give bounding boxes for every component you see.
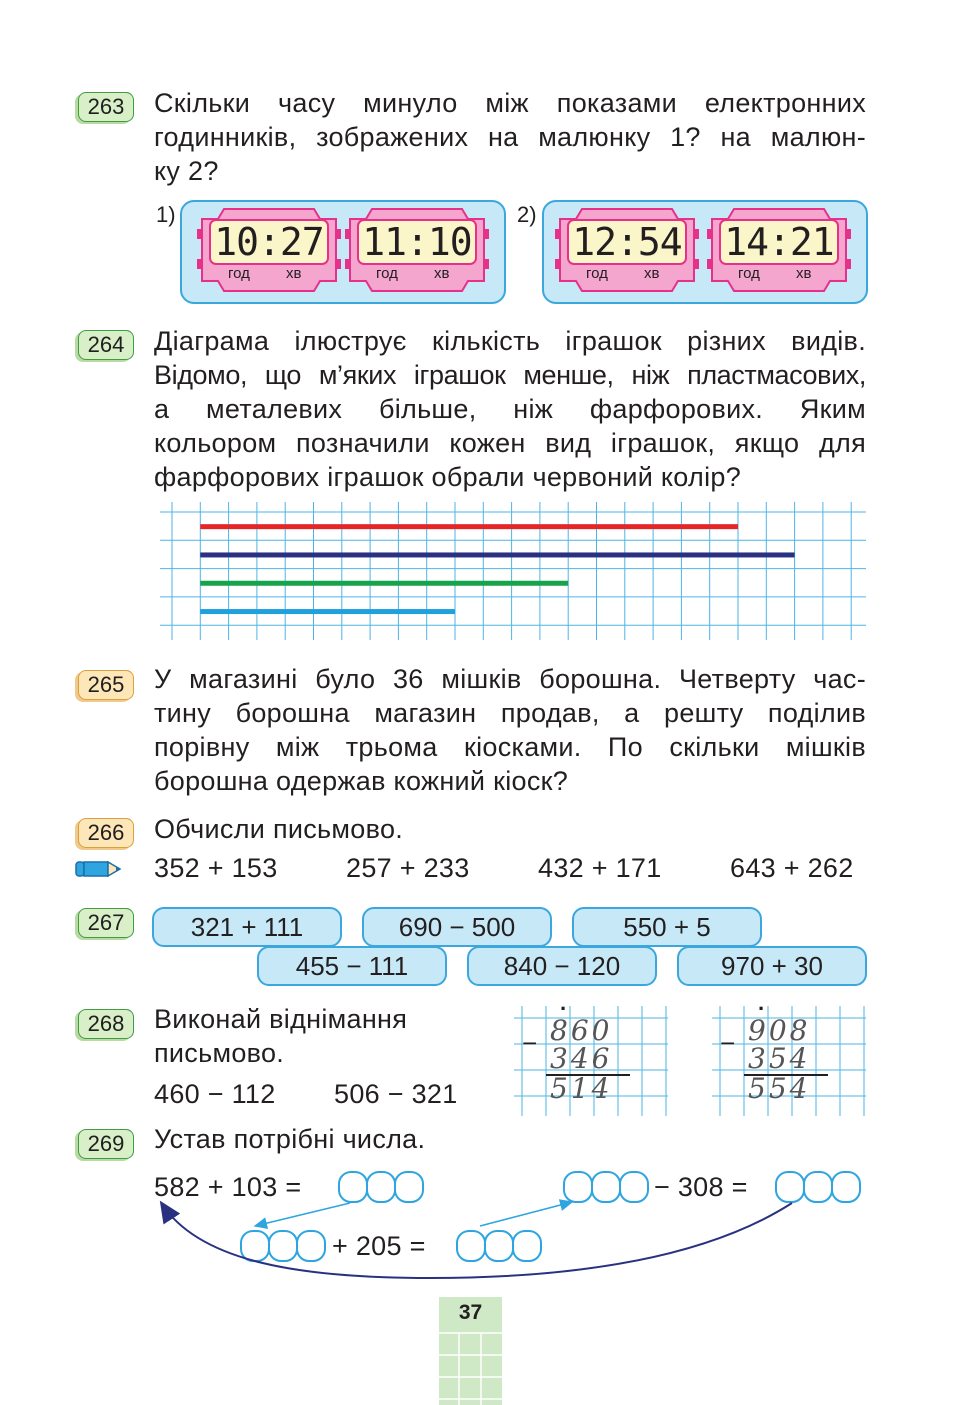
borrow-dot: · xyxy=(560,996,568,1021)
task-265-line-2: тину борошна магазин продав, а решту поділив xyxy=(154,698,866,728)
digit-box[interactable] xyxy=(366,1171,396,1203)
minus-sign: − xyxy=(720,1028,736,1058)
task-263-line-2: годинників, зображених на малюнку 1? на малюн- xyxy=(154,122,866,152)
task-number-267: 267 xyxy=(78,908,134,938)
expression-card: 970 + 30 xyxy=(677,946,867,986)
pencil-icon xyxy=(74,858,122,880)
task-268-line-2: письмово. xyxy=(154,1038,285,1068)
borrow-dot: · xyxy=(758,996,766,1021)
task-number-265: 265 xyxy=(78,670,134,700)
clock-minutes-label: хв xyxy=(644,265,660,282)
task-264-line-1: Діаграма ілюструє кількість іграшок різних видів. xyxy=(154,326,866,356)
column-subtraction-2 xyxy=(704,996,866,1116)
clock-hours-label: год xyxy=(228,265,250,282)
task-265-line-1: У магазині було 36 мішків борошна. Четверту час- xyxy=(154,664,866,694)
page-number-tab xyxy=(439,1297,502,1405)
equation-3-middle: + 205 = xyxy=(332,1231,426,1261)
digit-box[interactable] xyxy=(512,1230,542,1262)
answer-boxes[interactable] xyxy=(338,1171,422,1203)
difference: 514 xyxy=(550,1072,613,1105)
digit-box[interactable] xyxy=(296,1230,326,1262)
chart-bar xyxy=(200,524,738,529)
clock-minutes-label: хв xyxy=(286,265,302,282)
chart-bar xyxy=(200,609,455,614)
arrow xyxy=(255,1203,350,1226)
clock-hours-label: год xyxy=(738,265,760,282)
expression-card: 550 + 5 xyxy=(572,907,762,947)
clock-minutes-label: хв xyxy=(434,265,450,282)
task-263-line-3: ку 2? xyxy=(154,156,219,186)
task-264-line-2: Відомо, що м’яких іграшок менше, ніж пластмасових, xyxy=(154,360,866,390)
answer-boxes[interactable] xyxy=(563,1171,647,1203)
task-264-line-5: фарфорових іграшок обрали червоний колір? xyxy=(154,462,742,492)
expression-card: 840 − 120 xyxy=(467,946,657,986)
equation-2-right: − 308 = xyxy=(654,1172,748,1202)
column-subtraction-1 xyxy=(506,996,668,1116)
answer-boxes[interactable] xyxy=(456,1230,540,1262)
task-268-line-1: Виконай віднімання xyxy=(154,1004,408,1034)
clock-time: 11:10 xyxy=(362,220,472,264)
digit-box[interactable] xyxy=(240,1230,270,1262)
digit-box[interactable] xyxy=(268,1230,298,1262)
digit-box[interactable] xyxy=(394,1171,424,1203)
digit-box[interactable] xyxy=(563,1171,593,1203)
answer-boxes[interactable] xyxy=(240,1230,324,1262)
task-265-line-3: порівну між трьома кіосками. По скільки мішків xyxy=(154,732,866,762)
subtrahend: 354 xyxy=(748,1042,811,1075)
task-264-line-4: кольором позначили кожен вид іграшок, якщо для xyxy=(154,428,866,458)
clock-hours-label: год xyxy=(376,265,398,282)
expression: 352 + 153 xyxy=(154,853,278,883)
task-number-269: 269 xyxy=(78,1129,134,1159)
minuend: 860 xyxy=(550,1014,613,1047)
digit-box[interactable] xyxy=(456,1230,486,1262)
digit-box[interactable] xyxy=(619,1171,649,1203)
task-number-266: 266 xyxy=(78,818,134,848)
clock-hours-label: год xyxy=(586,265,608,282)
digit-box[interactable] xyxy=(338,1171,368,1203)
minus-sign: − xyxy=(522,1028,538,1058)
task-269-title: Устав потрібні числа. xyxy=(154,1124,426,1154)
expression: 432 + 171 xyxy=(538,853,662,883)
clock-time: 10:27 xyxy=(214,220,324,264)
digital-clock xyxy=(196,207,342,293)
digital-clock xyxy=(344,207,490,293)
expression: 460 − 112 xyxy=(154,1079,276,1109)
difference: 554 xyxy=(748,1072,811,1105)
answer-boxes[interactable] xyxy=(775,1171,859,1203)
task-264-line-3: а металевих більше, ніж фарфорових. Яким xyxy=(154,394,866,424)
expression-card: 690 − 500 xyxy=(362,907,552,947)
clock-time: 14:21 xyxy=(724,220,834,264)
page-number: 37 xyxy=(458,1301,483,1324)
expression: 506 − 321 xyxy=(334,1079,458,1109)
task-266-title: Обчисли письмово. xyxy=(154,814,404,844)
digit-box[interactable] xyxy=(591,1171,621,1203)
chart-grid xyxy=(160,502,866,640)
arrow xyxy=(480,1202,572,1226)
task-number-264: 264 xyxy=(78,330,134,360)
digital-clock xyxy=(706,207,852,293)
chart-bar xyxy=(200,552,794,557)
subtrahend: 346 xyxy=(550,1042,613,1075)
expression-card: 321 + 111 xyxy=(152,907,342,947)
clock-time: 12:54 xyxy=(572,220,682,264)
expression: 643 + 262 xyxy=(730,853,854,883)
task-number-268: 268 xyxy=(78,1009,134,1039)
toy-bar-chart xyxy=(160,502,866,640)
digit-box[interactable] xyxy=(484,1230,514,1262)
digit-box[interactable] xyxy=(831,1171,861,1203)
picture-1-label: 1) xyxy=(156,202,176,227)
digital-clock xyxy=(554,207,700,293)
minuend: 908 xyxy=(748,1014,811,1047)
expression-card: 455 − 111 xyxy=(257,946,447,986)
task-265-line-4: борошна одержав кожний кіоск? xyxy=(154,766,569,796)
digit-box[interactable] xyxy=(775,1171,805,1203)
expression: 257 + 233 xyxy=(346,853,470,883)
picture-2-label: 2) xyxy=(517,202,537,227)
chart-bar xyxy=(200,581,568,586)
clock-minutes-label: хв xyxy=(796,265,812,282)
equation-1-left: 582 + 103 = xyxy=(154,1172,302,1202)
digit-box[interactable] xyxy=(803,1171,833,1203)
task-number-263: 263 xyxy=(78,92,134,122)
task-263-line-1: Скільки часу минуло між показами електронних xyxy=(154,88,866,118)
